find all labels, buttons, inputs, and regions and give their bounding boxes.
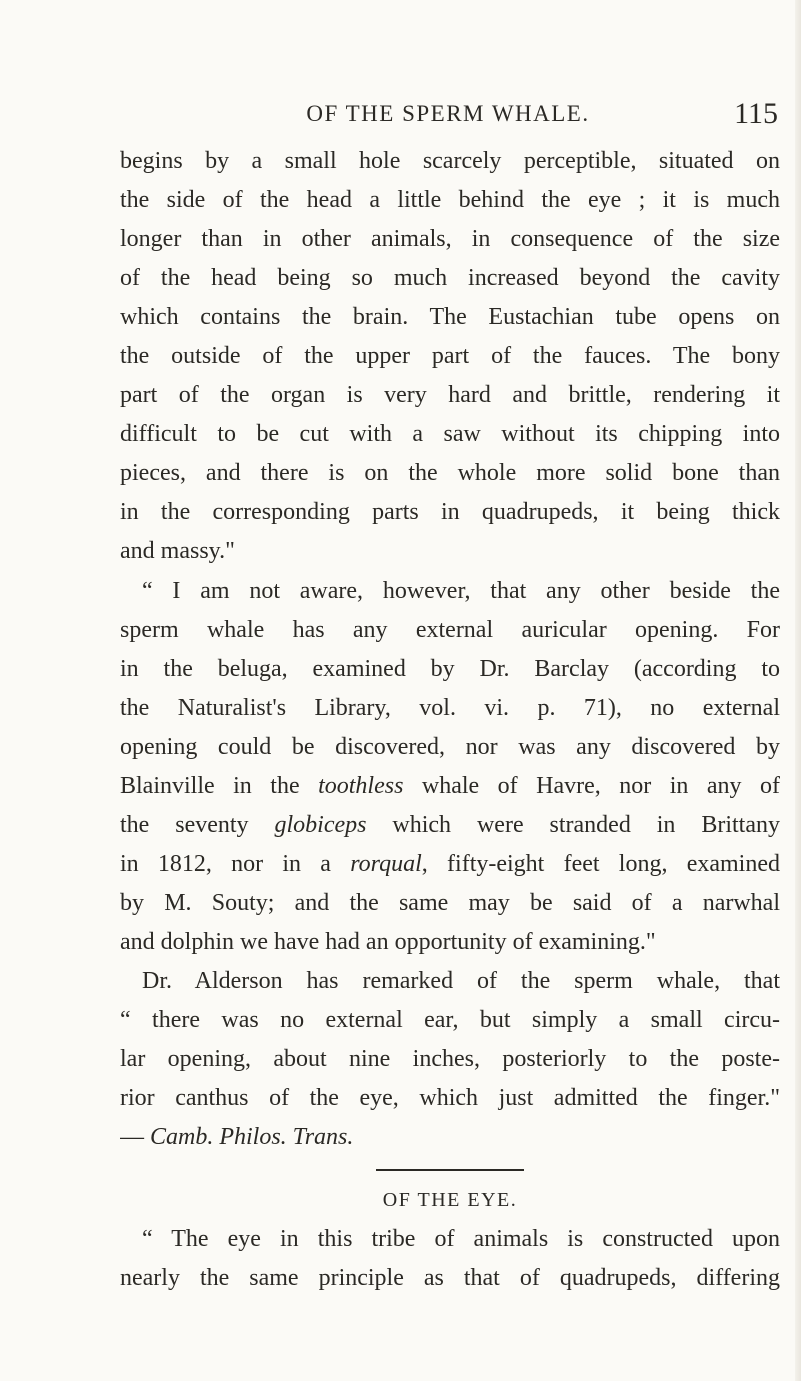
section-heading: OF THE EYE. [382,1189,518,1212]
text-line: by M. Souty; and the same may be said of a narwhal [120,889,780,916]
citation: Camb. Philos. Trans. [150,1124,354,1151]
text-line: begins by a small hole scarcely perceptible, situated on [120,148,780,174]
paragraph-ear-structure [120,142,780,572]
text-run: which were stranded in Brittany [366,811,780,838]
citation-line [120,1118,780,1157]
text-line: Dr. Alderson has remarked of the sperm whale, that [142,967,780,994]
text-line: part of the organ is very hard and brittle, rendering it [120,382,780,409]
text-run: , fifty-eight feet long, examined [421,850,780,877]
text-run: whale of Havre, nor in any of [403,772,780,799]
text-line: difficult to be cut with a saw without its chipping into [120,421,780,448]
text-run: in 1812, nor in a [120,850,351,877]
text-line: and dolphin we have had an opportunity of examining." [120,928,656,955]
text-line [120,806,780,845]
section-eye [120,1181,780,1298]
paragraph-alderson [120,962,780,1157]
italic-term: globiceps [274,811,367,838]
text-line: which contains the brain. The Eustachian tube opens on [120,304,780,331]
citation-dash: — [120,1124,150,1151]
body-text [120,142,780,1298]
running-title: OF THE SPERM WHALE. [306,101,590,126]
text-run: Blainville in the [120,772,319,799]
text-line: longer than in other animals, in consequence of the size [120,226,780,253]
text-line: lar opening, about nine inches, posteriorly to the poste- [120,1046,780,1073]
text-line: “ I am not aware, however, that any other beside the [142,577,780,604]
section-divider [376,1169,524,1171]
text-line: in the corresponding parts in quadrupeds, it being thick [120,499,780,526]
text-line: sperm whale has any external auricular opening. For [120,616,780,643]
text-line: opening could be discovered, nor was any discovered by [120,733,780,760]
text-line: nearly the same principle as that of quadrupeds, differing [120,1265,780,1292]
text-line [120,767,780,806]
text-line: rior canthus of the eye, which just admitted the finger." [120,1085,780,1112]
text-line: “ The eye in this tribe of animals is constructed upon [142,1226,780,1253]
text-line: in the beluga, examined by Dr. Barclay (according to [120,655,780,682]
text-line: pieces, and there is on the whole more solid bone than [120,460,780,487]
italic-term: rorqual [350,850,422,877]
text-run: the seventy [120,811,275,838]
text-line: the outside of the upper part of the fauces. The bony [120,343,780,370]
text-line: of the head being so much increased beyond the cavity [120,265,780,292]
text-line [120,845,780,884]
text-line: the side of the head a little behind the eye ; it is much [120,187,780,214]
page-edge [795,0,801,1381]
paragraph-auricular-opening [120,572,780,962]
text-line: “ there was no external ear, but simply a small circu- [120,1007,780,1034]
text-line: and massy." [120,538,235,565]
text-line: the Naturalist's Library, vol. vi. p. 71), no external [120,694,780,721]
italic-term: toothless [318,772,404,799]
page-header [118,92,778,136]
page-number: 115 [734,97,778,130]
